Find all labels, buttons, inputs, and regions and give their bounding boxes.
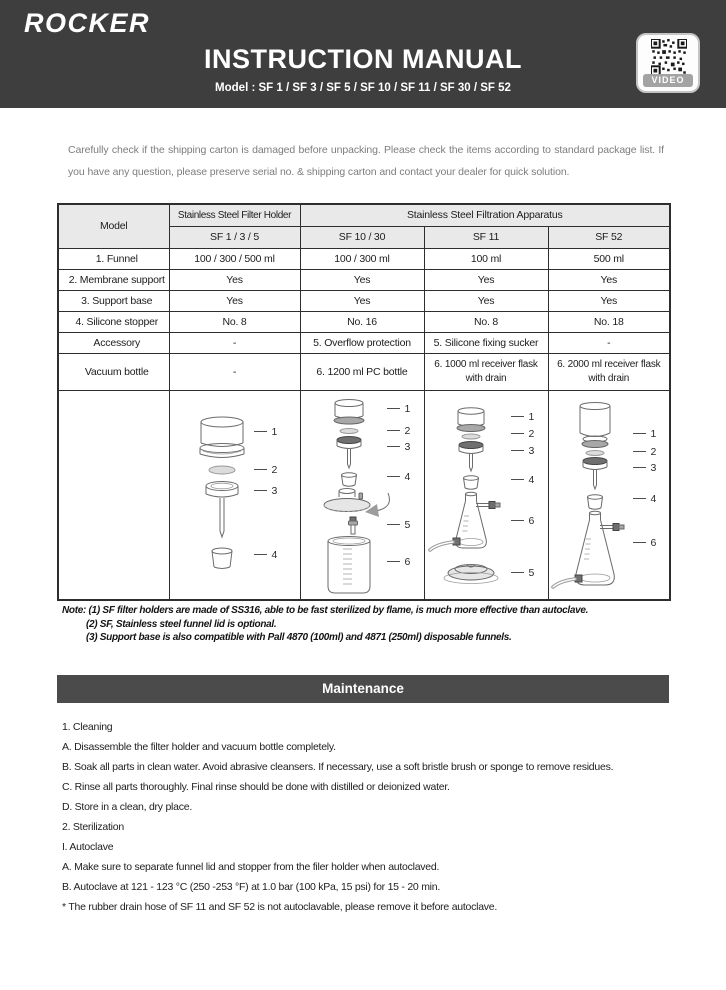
qr-code-icon xyxy=(651,39,687,75)
table-cell: Yes xyxy=(169,269,300,290)
support-base-part xyxy=(583,457,607,489)
support-base-part xyxy=(459,441,483,471)
membrane-part xyxy=(209,466,235,474)
table-cell: 100 ml xyxy=(424,248,548,269)
callout: 1 xyxy=(511,410,535,424)
maintenance-list xyxy=(62,717,722,917)
table-row xyxy=(58,332,670,353)
pc-bottle-part xyxy=(328,536,370,593)
row-label: 4. Silicone stopper xyxy=(58,311,169,332)
membrane-part xyxy=(586,450,604,455)
callout: 4 xyxy=(511,473,535,487)
table-row xyxy=(58,311,670,332)
callout: 1 xyxy=(387,402,411,416)
maintenance-line: D. Store in a clean, dry place. xyxy=(62,801,192,813)
spec-table xyxy=(57,203,671,601)
col-header-group2: Stainless Steel Filtration Apparatus xyxy=(300,204,670,226)
callout: 4 xyxy=(254,548,278,562)
table-cell: No. 8 xyxy=(169,311,300,332)
stopper-part xyxy=(587,494,602,508)
diagram-cell-sf11 xyxy=(424,390,548,600)
maintenance-line: A. Make sure to separate funnel lid and stopper from the filer holder when autoclaved. xyxy=(62,861,440,873)
col-header-sf1030: SF 10 / 30 xyxy=(300,226,424,248)
row-label: 1. Funnel xyxy=(58,248,169,269)
table-cell: - xyxy=(169,353,300,390)
callout: 6 xyxy=(387,555,411,569)
note-line: Note: (1) SF filter holders are made of SS316, able to be fast sterilized by flame, is much more effective than autoclave. xyxy=(62,605,589,616)
table-cell: Yes xyxy=(548,290,670,311)
funnel-part xyxy=(200,417,244,458)
callout: 2 xyxy=(387,424,411,438)
row-label: 3. Support base xyxy=(58,290,169,311)
table-cell: 100 / 300 ml xyxy=(300,248,424,269)
callout: 3 xyxy=(633,461,657,475)
video-label: VIDEO xyxy=(643,74,693,87)
note-line: (3) Support base is also compatible with Pall 4870 (100ml) and 4871 (250ml) disposable funnels. xyxy=(86,632,512,643)
callout: 3 xyxy=(511,444,535,458)
stopper-part xyxy=(341,472,356,485)
membrane-part xyxy=(340,428,358,433)
note-line: (2) SF, Stainless steel funnel lid is optional. xyxy=(86,618,277,630)
col-header-group1: Stainless Steel Filter Holder xyxy=(169,204,300,226)
table-cell: No. 16 xyxy=(300,311,424,332)
maintenance-line: B. Soak all parts in clean water. Avoid abrasive cleansers. If necessary, use a soft bristle brush or sponge to remove residues. xyxy=(62,761,614,773)
callout: 1 xyxy=(633,427,657,441)
receiver-flask-part xyxy=(430,492,500,550)
notes-block xyxy=(62,604,588,645)
bottle-lid-part xyxy=(324,488,370,511)
table-cell: 5. Silicone fixing sucker xyxy=(424,332,548,353)
callout: 5 xyxy=(511,566,535,580)
row-label: Accessory xyxy=(58,332,169,353)
col-header-sf52: SF 52 xyxy=(548,226,670,248)
maintenance-line: A. Disassemble the filter holder and vacuum bottle completely. xyxy=(62,741,336,753)
callout: 4 xyxy=(633,492,657,506)
diagram-row xyxy=(58,390,670,600)
table-cell: - xyxy=(548,332,670,353)
funnel-part xyxy=(457,407,485,431)
table-row xyxy=(58,290,670,311)
table-cell: Yes xyxy=(548,269,670,290)
video-qr-badge[interactable] xyxy=(636,33,700,93)
table-cell: - xyxy=(169,332,300,353)
funnel-part xyxy=(580,402,610,447)
maintenance-line: 1. Cleaning xyxy=(62,721,113,733)
overflow-protection-part xyxy=(348,517,357,534)
callout: 6 xyxy=(511,514,535,528)
maintenance-line: C. Rinse all parts thoroughly. Final rinse should be done with distilled or deionized water. xyxy=(62,781,450,793)
table-cell: Yes xyxy=(300,269,424,290)
stopper-part xyxy=(212,548,232,569)
table-cell: Yes xyxy=(169,290,300,311)
model-list: Model : SF 1 / SF 3 / SF 5 / SF 10 / SF 11 / SF 30 / SF 52 xyxy=(215,82,511,94)
callout: 3 xyxy=(387,440,411,454)
diagram-cell-sf135 xyxy=(169,390,300,600)
table-row xyxy=(58,353,670,390)
page-title: INSTRUCTION MANUAL xyxy=(204,44,522,74)
col-header-model: Model xyxy=(58,204,169,248)
callout: 5 xyxy=(387,518,411,532)
support-base-part xyxy=(206,481,238,537)
receiver-flask-part xyxy=(553,511,624,587)
diagram-cell-sf52 xyxy=(548,390,670,600)
table-cell: No. 18 xyxy=(548,311,670,332)
table-cell: Yes xyxy=(424,290,548,311)
col-header-sf11: SF 11 xyxy=(424,226,548,248)
callout: 4 xyxy=(387,470,411,484)
sf135-illustration xyxy=(170,391,301,599)
callout: 2 xyxy=(254,463,278,477)
maintenance-line: B. Autoclave at 121 - 123 °C (250 -253 °F) at 1.0 bar (100 kPa, 15 psi) for 15 - 20 min. xyxy=(62,881,441,893)
table-row xyxy=(58,269,670,290)
row-label: 2. Membrane support xyxy=(58,269,169,290)
table-row xyxy=(58,248,670,269)
table-cell: 5. Overflow protection xyxy=(300,332,424,353)
maintenance-line: * The rubber drain hose of SF 11 and SF 52 is not autoclavable, please remove it before autoclave. xyxy=(62,901,498,913)
diagram-cell-sf1030 xyxy=(300,390,424,600)
support-base-part xyxy=(337,436,361,468)
intro-paragraph: Carefully check if the shipping carton is damaged before unpacking. Please check the items according to standard package list. If you have any question, please preserve serial no. & shipping carton and contact your dealer for quick solution. xyxy=(68,144,664,178)
rocker-logo: ROCKER xyxy=(24,8,151,38)
callout: 1 xyxy=(254,425,278,439)
table-cell: 100 / 300 / 500 ml xyxy=(169,248,300,269)
callout: 2 xyxy=(633,445,657,459)
table-cell: Yes xyxy=(300,290,424,311)
maintenance-line: 2. Sterilization xyxy=(62,821,124,833)
membrane-part xyxy=(462,434,480,439)
maintenance-section-header: Maintenance xyxy=(57,675,669,703)
table-cell: 6. 1200 ml PC bottle xyxy=(300,353,424,390)
table-cell: 6. 1000 ml receiver flask with drain xyxy=(424,353,548,390)
row-label: Vacuum bottle xyxy=(58,353,169,390)
callout: 3 xyxy=(254,484,278,498)
callout: 6 xyxy=(633,536,657,550)
col-header-sf135: SF 1 / 3 / 5 xyxy=(169,226,300,248)
callout: 2 xyxy=(511,427,535,441)
table-cell: No. 8 xyxy=(424,311,548,332)
stopper-part xyxy=(463,475,478,488)
maintenance-line: I. Autoclave xyxy=(62,841,114,853)
silicone-sucker-part xyxy=(444,564,498,583)
table-cell: 6. 2000 ml receiver flask with drain xyxy=(548,353,670,390)
funnel-part xyxy=(334,399,364,424)
header-banner xyxy=(0,0,726,108)
diagram-empty-cell xyxy=(58,390,169,600)
table-cell: 500 ml xyxy=(548,248,670,269)
table-cell: Yes xyxy=(424,269,548,290)
